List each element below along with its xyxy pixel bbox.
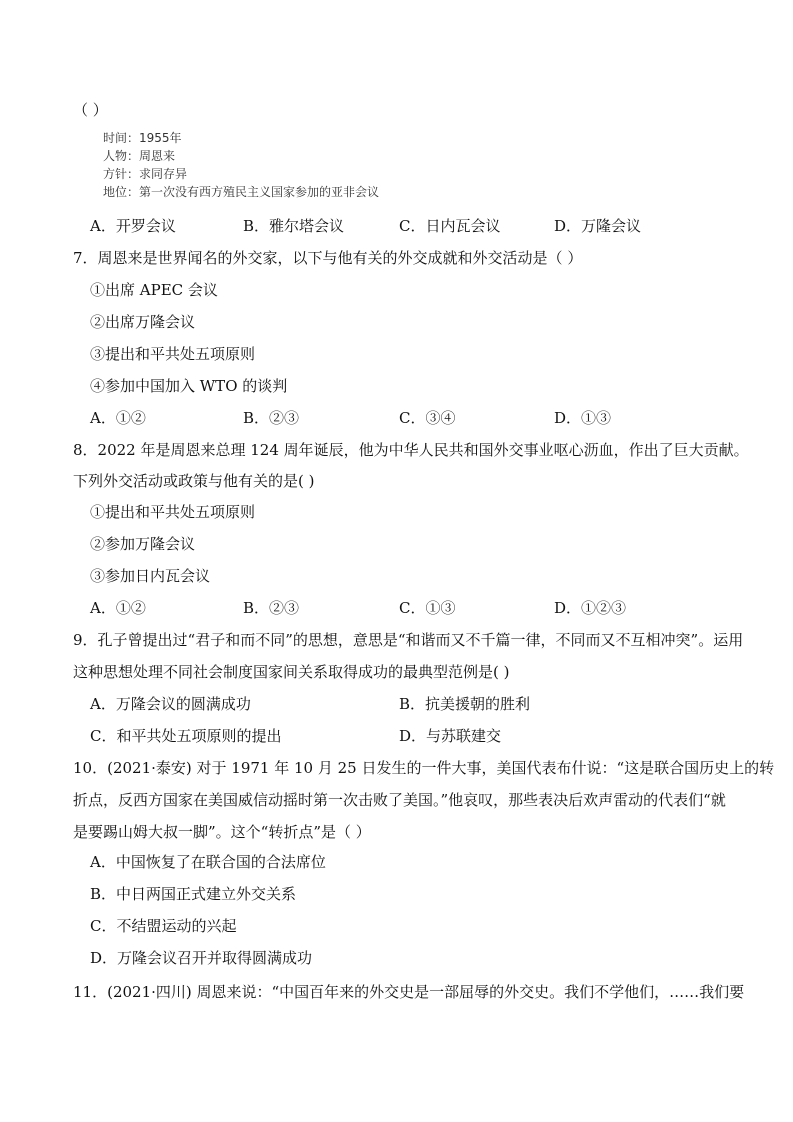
- q8-item: ①提出和平共处五项原则: [90, 503, 256, 521]
- q9-option-d[interactable]: D．与苏联建交: [399, 727, 502, 745]
- q9-option-b[interactable]: B．抗美援朝的胜利: [399, 695, 531, 713]
- q6-info-line: 方针：求同存异: [103, 167, 188, 181]
- q6-option-c[interactable]: C．日内瓦会议: [399, 217, 501, 235]
- q10-stem-line1: 10．(2021·泰安) 对于 1971 年 10 月 25 日发生的一件大事，美国代表布什说：“这是联合国历史上的转: [73, 759, 775, 777]
- q9-stem-line2: 这种思想处理不同社会制度国家间关系取得成功的最典型范例是( ): [73, 663, 510, 681]
- q8-stem-line1: 8．2022 年是周恩来总理 124 周年诞辰，他为中华人民共和国外交事业呕心沥血，作出了巨大贡献。: [73, 441, 749, 459]
- q8-option-d[interactable]: D．①②③: [554, 599, 627, 617]
- q10-option-b[interactable]: B．中日两国正式建立外交关系: [90, 885, 297, 903]
- q6-option-d[interactable]: D．万隆会议: [554, 217, 642, 235]
- q7-option-d[interactable]: D．①③: [554, 409, 612, 427]
- q6-info-line: 地位：第一次没有西方殖民主义国家参加的亚非会议: [103, 185, 380, 199]
- q9-option-c[interactable]: C．和平共处五项原则的提出: [90, 727, 282, 745]
- q8-option-c[interactable]: C．①③: [399, 599, 456, 617]
- q8-stem-line2: 下列外交活动或政策与他有关的是( ): [73, 472, 315, 490]
- q7-item: ①出席 APEC 会议: [90, 281, 218, 299]
- q10-option-c[interactable]: C．不结盟运动的兴起: [90, 917, 237, 935]
- q10-stem-line2: 折点，反西方国家在美国威信动摇时第一次击败了美国。”他哀叹，那些表决后欢声雷动的代表们“就: [73, 791, 726, 809]
- q8-item: ②参加万隆会议: [90, 535, 196, 553]
- q7-option-a[interactable]: A．①②: [90, 409, 146, 427]
- q6-info-line: 时间：1955年: [103, 131, 182, 145]
- q8-option-b[interactable]: B．②③: [243, 599, 300, 617]
- q6-option-b[interactable]: B．雅尔塔会议: [243, 217, 345, 235]
- q6-option-a[interactable]: A．开罗会议: [90, 217, 176, 235]
- q7-item: ③提出和平共处五项原则: [90, 345, 256, 363]
- q7-option-c[interactable]: C．③④: [399, 409, 456, 427]
- q7-stem: 7．周恩来是世界闻名的外交家，以下与他有关的外交成就和外交活动是（ ）: [73, 249, 583, 267]
- q9-option-a[interactable]: A．万隆会议的圆满成功: [90, 695, 251, 713]
- q9-stem-line1: 9．孔子曾提出过“君子和而不同”的思想，意思是“和谐而又不千篇一律，不同而又不互相冲突”。运用: [73, 631, 744, 649]
- q8-option-a[interactable]: A．①②: [90, 599, 146, 617]
- q10-option-a[interactable]: A．中国恢复了在联合国的合法席位: [90, 853, 326, 871]
- q7-item: ④参加中国加入 WTO 的谈判: [90, 377, 288, 395]
- q10-stem-line3: 是要踢山姆大叔一脚”。这个“转折点”是（ ）: [73, 823, 371, 841]
- q8-item: ③参加日内瓦会议: [90, 567, 211, 585]
- q11-stem-line1: 11．(2021·四川) 周恩来说：“中国百年来的外交史是一部屈辱的外交史。我们不学他们，……我们要: [73, 983, 745, 1001]
- q10-option-d[interactable]: D．万隆会议召开并取得圆满成功: [90, 949, 313, 967]
- q7-item: ②出席万隆会议: [90, 313, 196, 331]
- q6-info-line: 人物：周恩来: [103, 149, 176, 163]
- q7-option-b[interactable]: B．②③: [243, 409, 300, 427]
- q6-answer-paren: （ ）: [73, 101, 108, 119]
